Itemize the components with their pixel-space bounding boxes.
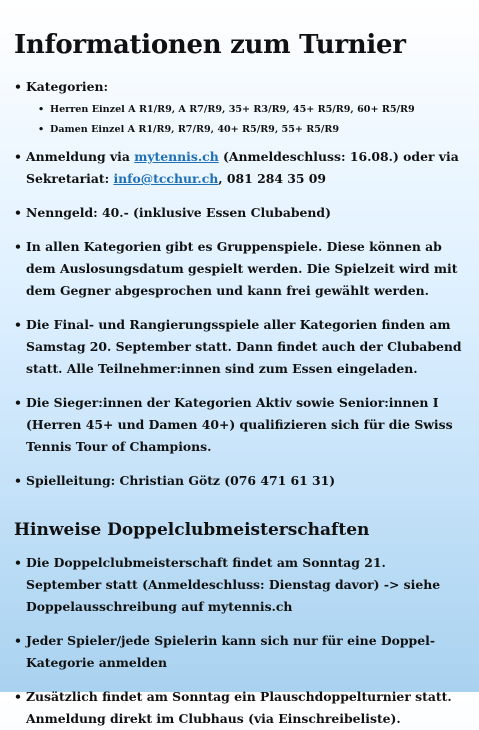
- kategorien-sublist: [26, 100, 465, 140]
- list-item-kategorien: [14, 76, 465, 140]
- kategorien-label: Kategorien:: [26, 79, 109, 94]
- kategorie-herren: • Herren Einzel A R1/R9, A R7/R9, 35+ R3/R9, 45+ R5/R9, 60+ R5/R9: [38, 100, 465, 120]
- page-title: Informationen zum Turnier: [14, 30, 406, 60]
- anmeldung-post: , 081 284 35 09: [218, 171, 327, 186]
- list-item-doppel-datum: • Die Doppelclubmeisterschaft findet am Sonntag 21. September statt (Anmeldeschluss: Dienstag davor) -> siehe Doppelausschreibung auf mytennis.ch: [14, 552, 465, 618]
- list-item-finalspiele: • Die Final- und Rangierungsspiele aller Kategorien finden am Samstag 20. September statt. Dann findet auch der Clubabend statt. Alle Teilnehmer:innen sind zum Essen eingeladen.: [14, 314, 465, 380]
- list-item-anmeldung: [14, 146, 465, 190]
- list-item-plauschturnier: • Zusätzlich findet am Sonntag ein Plauschdoppelturnier statt. Anmeldung direkt im Clubhaus (via Einschreibeliste).: [14, 686, 465, 730]
- kategorie-damen: • Damen Einzel A R1/R9, R7/R9, 40+ R5/R9, 55+ R5/R9: [38, 120, 465, 140]
- list-item-doppel-kategorie: • Jeder Spieler/jede Spielerin kann sich nur für eine Doppel-Kategorie anmelden: [14, 630, 465, 674]
- email-link[interactable]: info@tcchur.ch: [113, 171, 219, 186]
- anmeldung-pre: Anmeldung via: [26, 149, 135, 164]
- mytennis-link[interactable]: mytennis.ch: [134, 149, 219, 164]
- section-title-doppel: Hinweise Doppelclubmeisterschaften: [14, 520, 370, 540]
- list-item-spielleitung: • Spielleitung: Christian Götz (076 471 61 31): [14, 470, 465, 492]
- list-item-sieger: • Die Sieger:innen der Kategorien Aktiv sowie Senior:innen I (Herren 45+ und Damen 40+) qualifizieren sich für die Swiss Tennis Tour of Champions.: [14, 392, 465, 458]
- anmeldung-mid: (Anmeldeschluss: 16.08.) oder via Sekretariat:: [26, 149, 459, 186]
- list-item-gruppenspiele: • In allen Kategorien gibt es Gruppenspiele. Diese können ab dem Auslosungsdatum gespielt werden. Die Spielzeit wird mit dem Gegner abgesprochen und kann frei gewählt werden.: [14, 236, 465, 302]
- tournament-info-list: [14, 76, 465, 492]
- doppel-info-list: [14, 552, 465, 730]
- list-item-nenngeld: • Nenngeld: 40.- (inklusive Essen Clubabend): [14, 202, 465, 224]
